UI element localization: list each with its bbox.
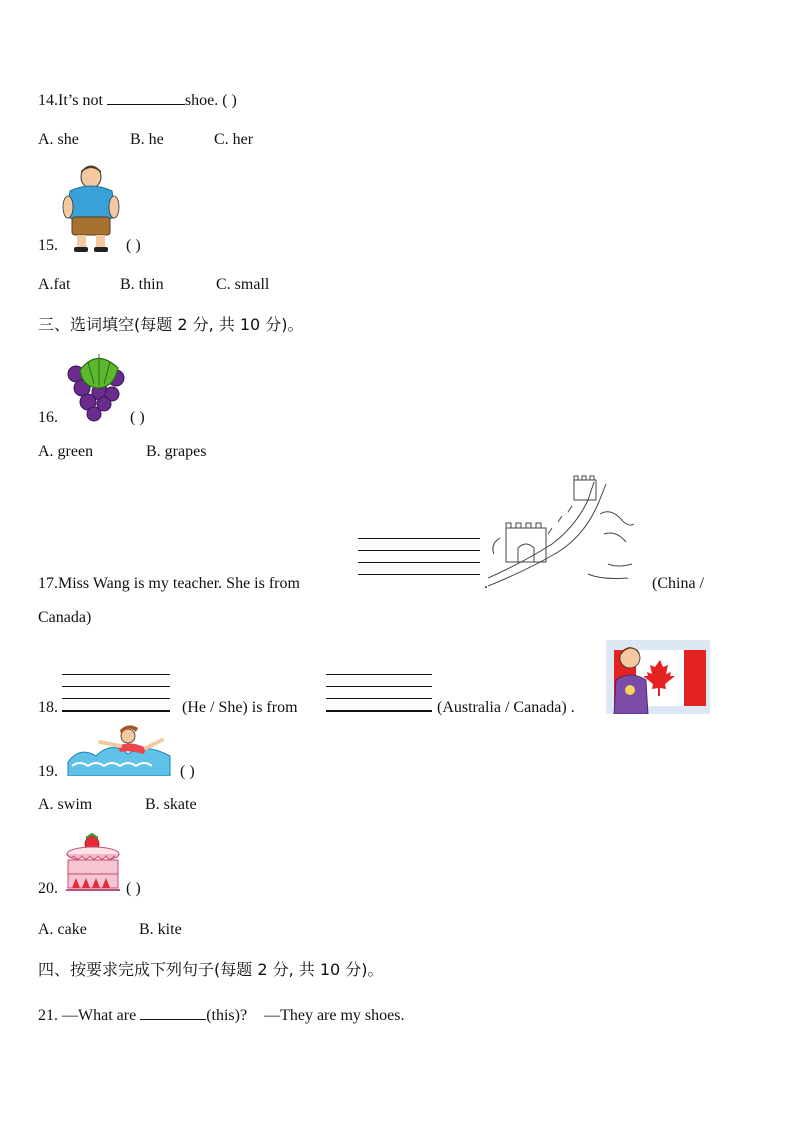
question-19 (38, 762, 195, 782)
question-21 (38, 1003, 404, 1026)
q18-choices: (Australia / Canada) . (437, 699, 575, 716)
q17-text: 17.Miss Wang is my teacher. She is from (38, 575, 300, 592)
answer-paren: ( ) (180, 763, 195, 780)
q20-options (38, 920, 182, 940)
q21-middle: (this)? (206, 1007, 248, 1024)
q14-prefix: 14.It’s not (38, 92, 103, 109)
canada-flag-boy-image (606, 640, 710, 714)
q19-options (38, 795, 197, 815)
answer-blank[interactable] (107, 88, 185, 105)
option-a[interactable]: A. she (38, 131, 79, 148)
q17-dot: . (484, 575, 488, 592)
option-b[interactable]: B. thin (120, 276, 164, 293)
answer-paren: ( ) (130, 409, 145, 426)
q15-options (38, 275, 269, 295)
option-a[interactable]: A. swim (38, 796, 93, 813)
option-c[interactable]: C. her (214, 131, 254, 148)
question-15 (38, 236, 141, 256)
q21-prefix: 21. —What are (38, 1007, 137, 1024)
question-20 (38, 879, 141, 899)
section-3-heading: 三、选词填空(每题 2 分, 共 10 分)。 (38, 315, 304, 334)
answer-paren: ( ) (126, 237, 141, 254)
q17-choices: (China / (652, 575, 704, 592)
option-b[interactable]: B. he (130, 131, 164, 148)
q19-number: 19. (38, 763, 58, 780)
option-b[interactable]: B. kite (139, 921, 182, 938)
option-c[interactable]: C. small (216, 276, 270, 293)
q14-suffix: shoe. (184, 92, 219, 109)
writing-lines[interactable] (358, 538, 480, 586)
question-16 (38, 408, 145, 428)
option-b[interactable]: B. grapes (146, 443, 207, 460)
q14-options (38, 130, 253, 150)
question-18-number: 18. (38, 699, 58, 716)
answer-paren: ( ) (222, 92, 237, 109)
answer-blank[interactable] (140, 1003, 206, 1020)
section-4-heading: 四、按要求完成下列句子(每题 2 分, 共 10 分)。 (38, 960, 384, 979)
q21-answer: —They are my shoes. (264, 1007, 405, 1024)
writing-lines-1[interactable] (62, 674, 170, 723)
q16-number: 16. (38, 409, 58, 426)
option-a[interactable]: A. green (38, 443, 94, 460)
great-wall-image (488, 474, 636, 590)
q15-number: 15. (38, 237, 58, 254)
writing-lines-2[interactable] (326, 674, 432, 723)
answer-paren: ( ) (126, 880, 141, 897)
q16-options (38, 442, 206, 462)
q20-number: 20. (38, 880, 58, 897)
option-b[interactable]: B. skate (145, 796, 197, 813)
q18-middle: (He / She) is from (182, 699, 298, 716)
q17-choices-cont: Canada) (38, 609, 92, 626)
option-a[interactable]: A.fat (38, 276, 71, 293)
question-17 (38, 574, 300, 594)
question-14 (38, 88, 237, 111)
option-a[interactable]: A. cake (38, 921, 87, 938)
